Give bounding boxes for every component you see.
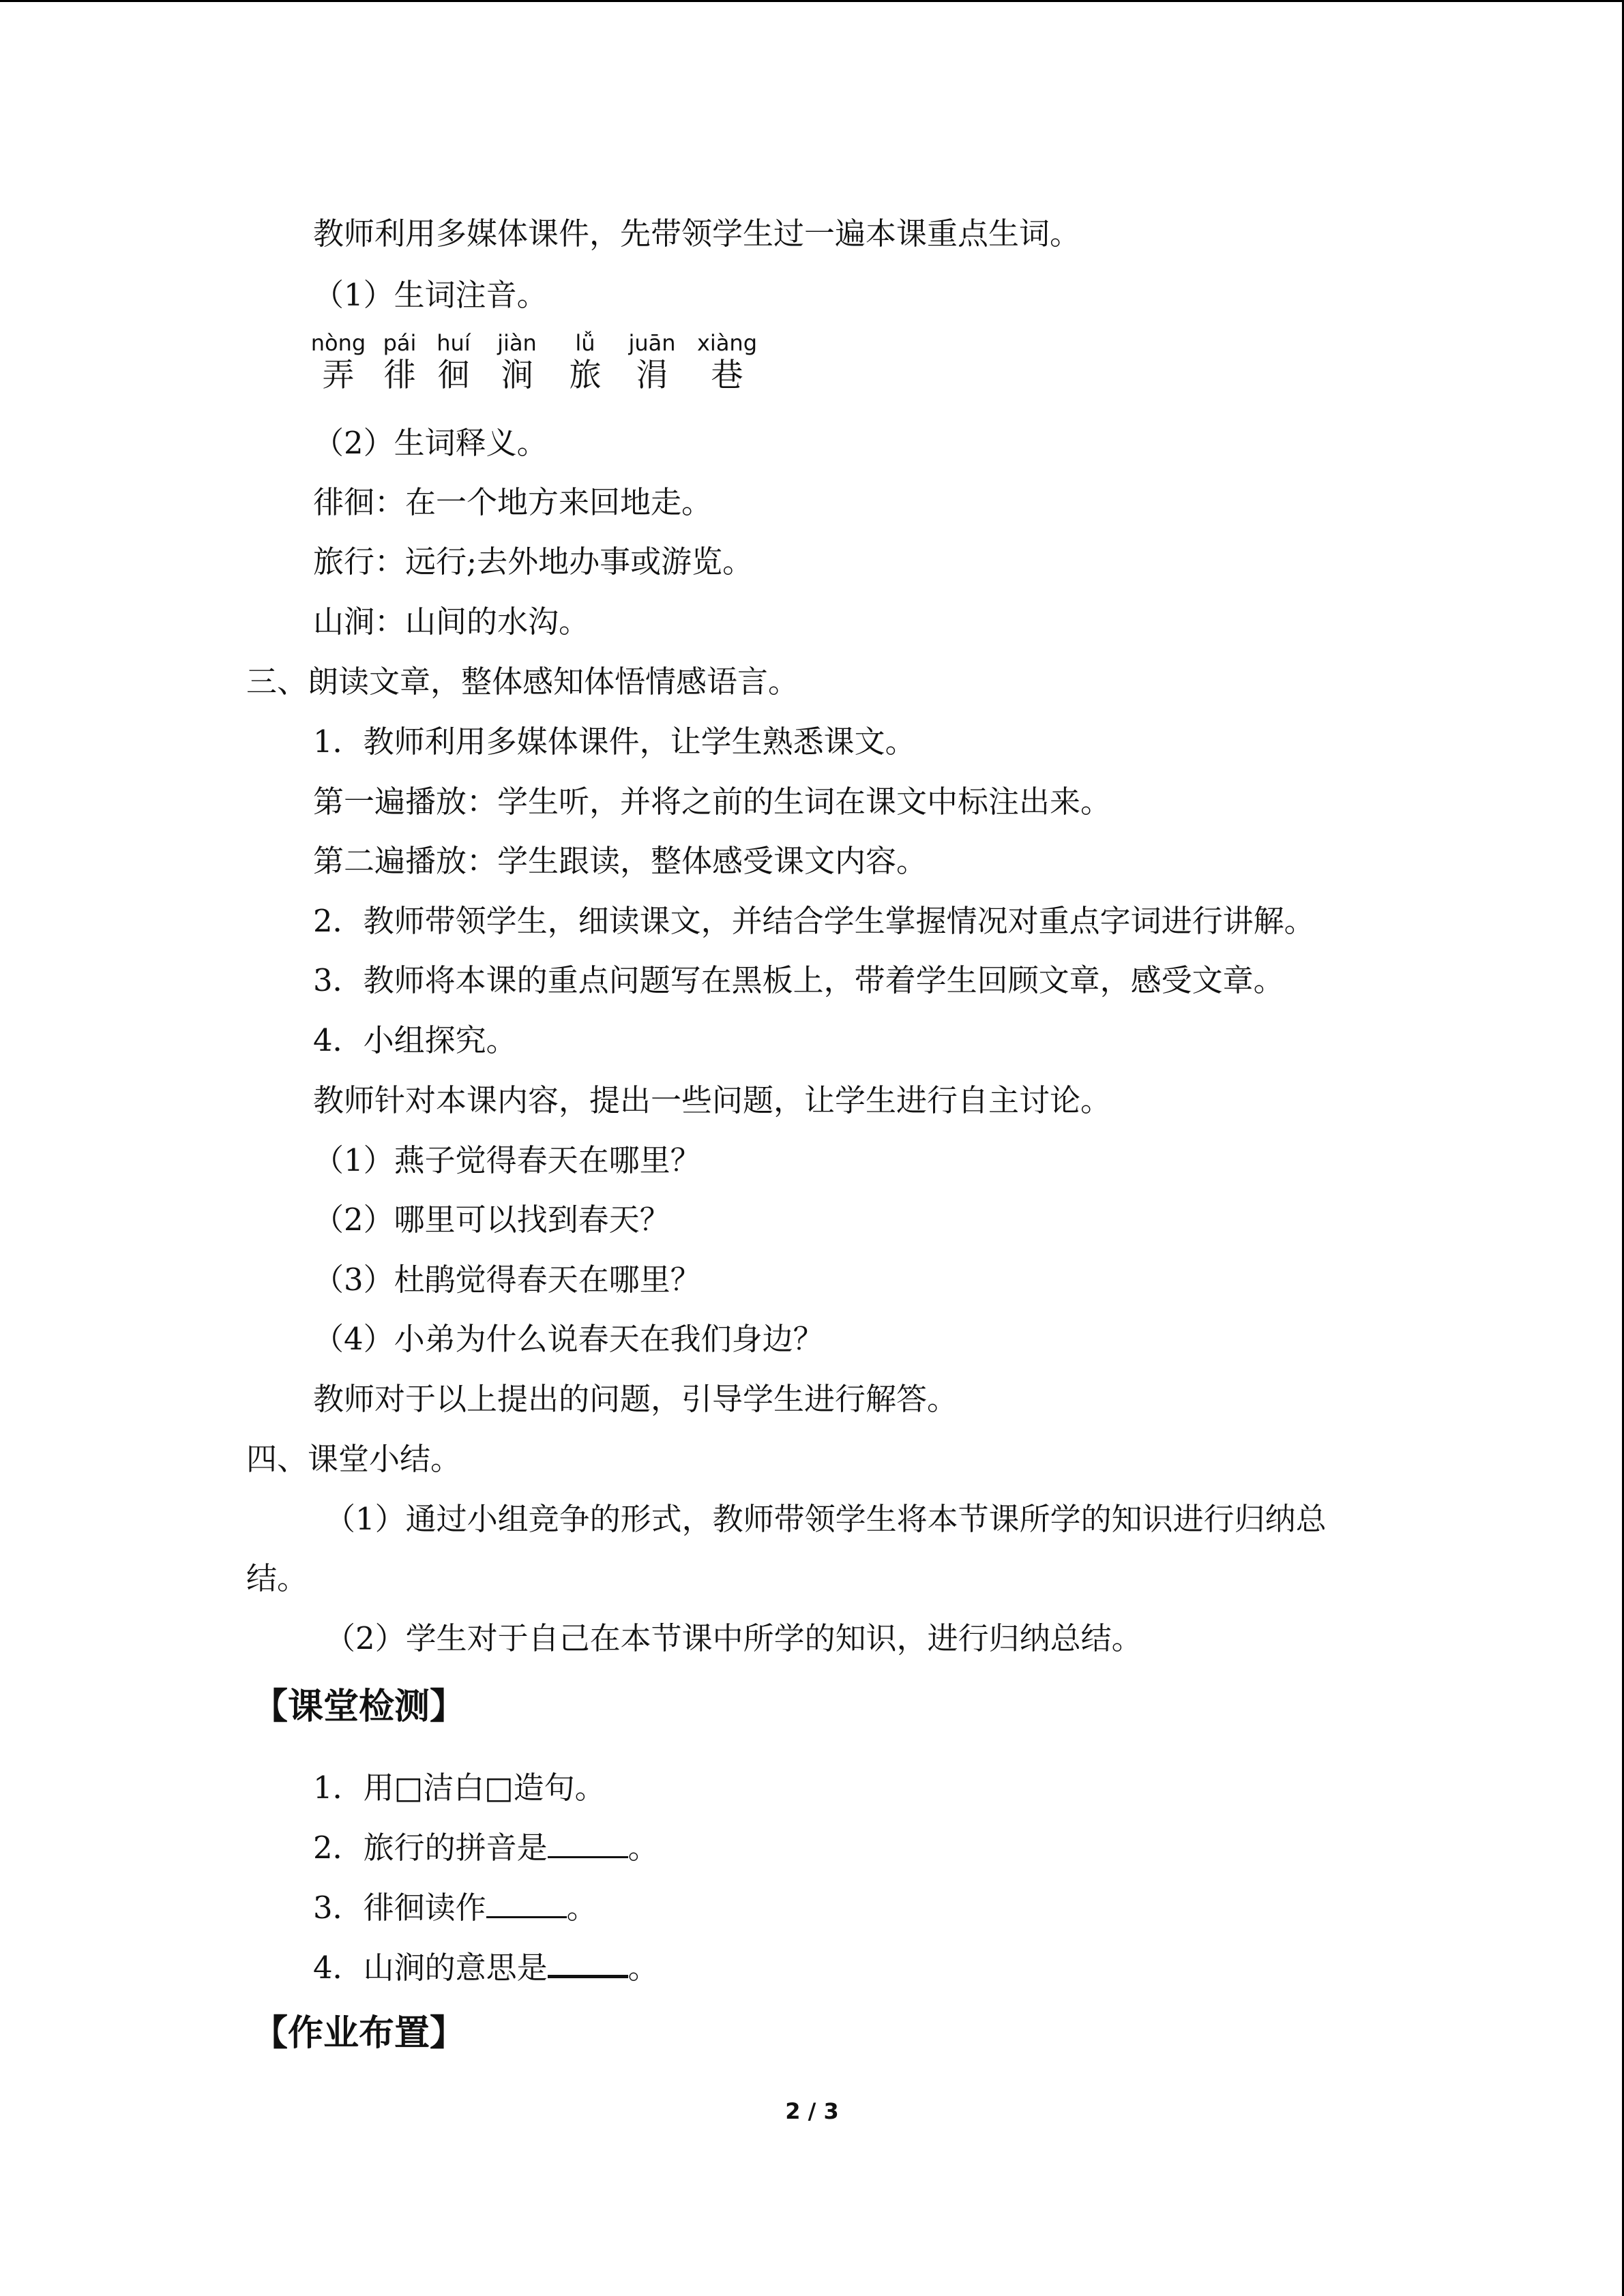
vocab-char: 巷 xyxy=(711,357,743,394)
vocab-pinyin: pái xyxy=(383,330,417,356)
test-item xyxy=(313,1828,659,1868)
vocab-pinyin: xiàng xyxy=(696,330,758,356)
section-3-line: 第二遍播放：学生跟读，整体感受课文内容。 xyxy=(313,843,928,879)
vocab-word xyxy=(679,329,775,395)
test-item xyxy=(313,1948,659,1988)
definition-line: 徘徊：在一个地方来回地走。 xyxy=(313,484,713,520)
section-3-title: 三、朗读文章，整体感知体悟情感语言。 xyxy=(246,664,799,700)
discussion-question: （2）哪里可以找到春天？ xyxy=(313,1202,670,1238)
test-item-suffix: 。 xyxy=(628,1830,659,1866)
intro-paragraph: 教师利用多媒体课件，先带领学生过一遍本课重点生词。 xyxy=(313,215,1081,252)
test-item-suffix: 。 xyxy=(566,1890,597,1926)
test-item-text: 4．山涧的意思是 xyxy=(313,1950,548,1986)
vocab-char: 旅 xyxy=(569,357,602,394)
vocab-char: 弄 xyxy=(322,357,355,394)
test-item-text: 1．用□洁白□造句。 xyxy=(313,1770,606,1806)
section-3-line: 4．小组探究。 xyxy=(313,1022,517,1058)
section-3-line: 2．教师带领学生，细读课文，并结合学生掌握情况对重点字词进行讲解。 xyxy=(313,903,1315,939)
section-4-title: 四、课堂小结。 xyxy=(246,1441,462,1477)
answer-blank xyxy=(548,1948,628,1978)
answer-blank xyxy=(548,1829,628,1858)
definition-line: 旅行：远行;去外地办事或游览。 xyxy=(313,543,754,580)
discussion-question: （4）小弟为什么说春天在我们身边？ xyxy=(313,1321,824,1357)
vocab-pinyin: huí xyxy=(437,330,471,356)
section-3-line: 第一遍播放：学生听，并将之前的生词在课文中标注出来。 xyxy=(313,784,1112,820)
vocab-char: 涧 xyxy=(501,357,533,394)
classroom-test-heading: 【课堂检测】 xyxy=(252,1686,466,1727)
vocab-meaning-title: （2）生词释义。 xyxy=(313,425,548,461)
homework-heading: 【作业布置】 xyxy=(252,2013,466,2054)
section-4-item: （2）学生对于自己在本节课中所学的知识，进行归纳总结。 xyxy=(325,1620,1142,1656)
section-3-line: 教师针对本课内容，提出一些问题，让学生进行自主讨论。 xyxy=(313,1082,1112,1118)
vocab-pinyin: nòng xyxy=(310,330,366,356)
section-4-item-continuation: 结。 xyxy=(246,1560,308,1596)
test-item xyxy=(313,1768,606,1808)
section-4-item: （1）通过小组竞争的形式，教师带领学生将本节课所学的知识进行归纳总 xyxy=(325,1501,1327,1537)
vocab-char: 徘 xyxy=(383,357,416,394)
test-item xyxy=(313,1888,597,1928)
definition-line: 山涧：山间的水沟。 xyxy=(313,603,590,640)
page-top-border xyxy=(0,0,1624,2)
section-3-closing: 教师对于以上提出的问题，引导学生进行解答。 xyxy=(313,1381,958,1417)
discussion-question: （3）杜鹃觉得春天在哪里？ xyxy=(313,1262,701,1298)
vocab-char: 涓 xyxy=(636,357,668,394)
discussion-question: （1）燕子觉得春天在哪里？ xyxy=(313,1142,701,1178)
section-3-line: 1．教师利用多媒体课件，让学生熟悉课文。 xyxy=(313,724,916,760)
vocab-pinyin: lǚ xyxy=(575,330,595,356)
test-item-suffix: 。 xyxy=(628,1950,659,1986)
page-number: 2 / 3 xyxy=(785,2098,839,2124)
vocab-pinyin: juān xyxy=(628,330,676,356)
test-item-text: 2．旅行的拼音是 xyxy=(313,1830,548,1866)
vocab-pronunciation-title: （1）生词注音。 xyxy=(313,277,548,313)
section-3-line: 3．教师将本课的重点问题写在黑板上，带着学生回顾文章，感受文章。 xyxy=(313,962,1284,998)
vocab-pinyin: jiàn xyxy=(497,330,537,356)
test-item-text: 3．徘徊读作 xyxy=(313,1890,486,1926)
answer-blank xyxy=(486,1889,567,1918)
vocab-char: 徊 xyxy=(437,357,470,394)
